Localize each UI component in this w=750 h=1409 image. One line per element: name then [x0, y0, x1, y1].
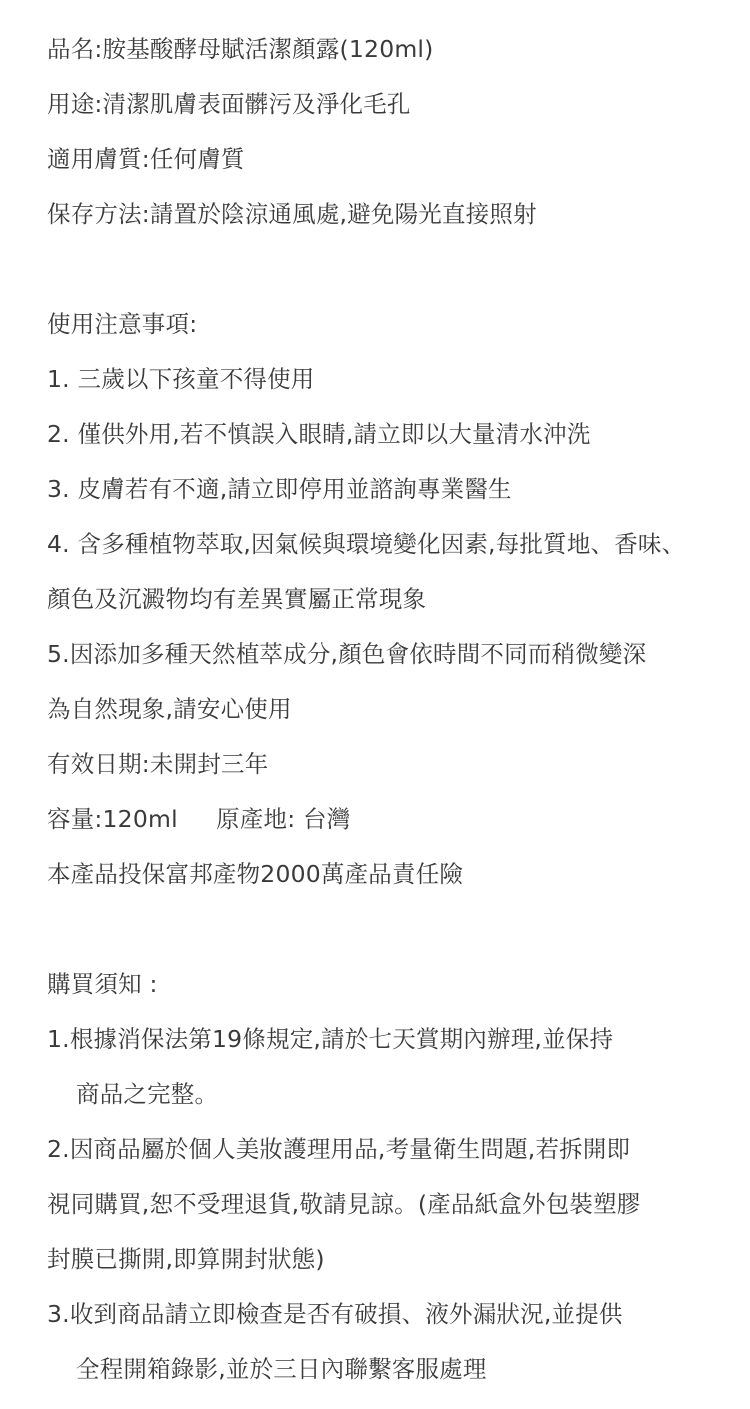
precaution-item-1: 1. 三歲以下孩童不得使用 — [47, 365, 315, 393]
insurance-note: 本產品投保富邦產物2000萬產品責任險 — [47, 860, 464, 888]
precaution-item-2: 2. 僅供外用,若不慎誤入眼睛,請立即以大量清水沖洗 — [47, 420, 591, 448]
precautions-heading: 使用注意事項: — [47, 310, 198, 338]
purchase-notice-heading: 購買須知 : — [47, 970, 158, 998]
capacity-origin: 容量:120ml 原產地: 台灣 — [47, 805, 351, 833]
purchase-notice-item-2-line-1: 2.因商品屬於個人美妝護理用品,考量衛生問題,若拆開即 — [47, 1135, 631, 1163]
purchase-notice-item-3-line-2: 全程開箱錄影,並於三日內聯繫客服處理 — [76, 1355, 487, 1383]
precaution-item-4-line-2: 顏色及沉澱物均有差異實屬正常現象 — [47, 585, 427, 613]
purchase-notice-item-2-line-2: 視同購買,恕不受理退貨,敬請見諒。(產品紙盒外包裝塑膠 — [47, 1190, 641, 1218]
shelf-life: 有效日期:未開封三年 — [47, 750, 269, 778]
storage-method: 保存方法:請置於陰涼通風處,避免陽光直接照射 — [47, 200, 537, 228]
product-name: 品名:胺基酸酵母賦活潔顏露(120ml) — [47, 35, 434, 63]
purchase-notice-item-3-line-1: 3.收到商品請立即檢查是否有破損、液外漏狀況,並提供 — [47, 1300, 623, 1328]
precaution-item-3: 3. 皮膚若有不適,請立即停用並諮詢專業醫生 — [47, 475, 512, 503]
purchase-notice-item-2-line-3: 封膜已撕開,即算開封狀態) — [47, 1245, 325, 1273]
skin-type: 適用膚質:任何膚質 — [47, 145, 245, 173]
precaution-item-4-line-1: 4. 含多種植物萃取,因氣候與環境變化因素,每批質地、香味、 — [47, 530, 686, 558]
precaution-item-5-line-1: 5.因添加多種天然植萃成分,顏色會依時間不同而稍微變深 — [47, 640, 647, 668]
product-usage: 用途:清潔肌膚表面髒污及淨化毛孔 — [47, 90, 411, 118]
purchase-notice-item-1-line-1: 1.根據消保法第19條規定,請於七天賞期內辦理,並保持 — [47, 1025, 614, 1053]
precaution-item-5-line-2: 為自然現象,請安心使用 — [47, 695, 292, 723]
purchase-notice-item-1-line-2: 商品之完整。 — [76, 1080, 219, 1108]
